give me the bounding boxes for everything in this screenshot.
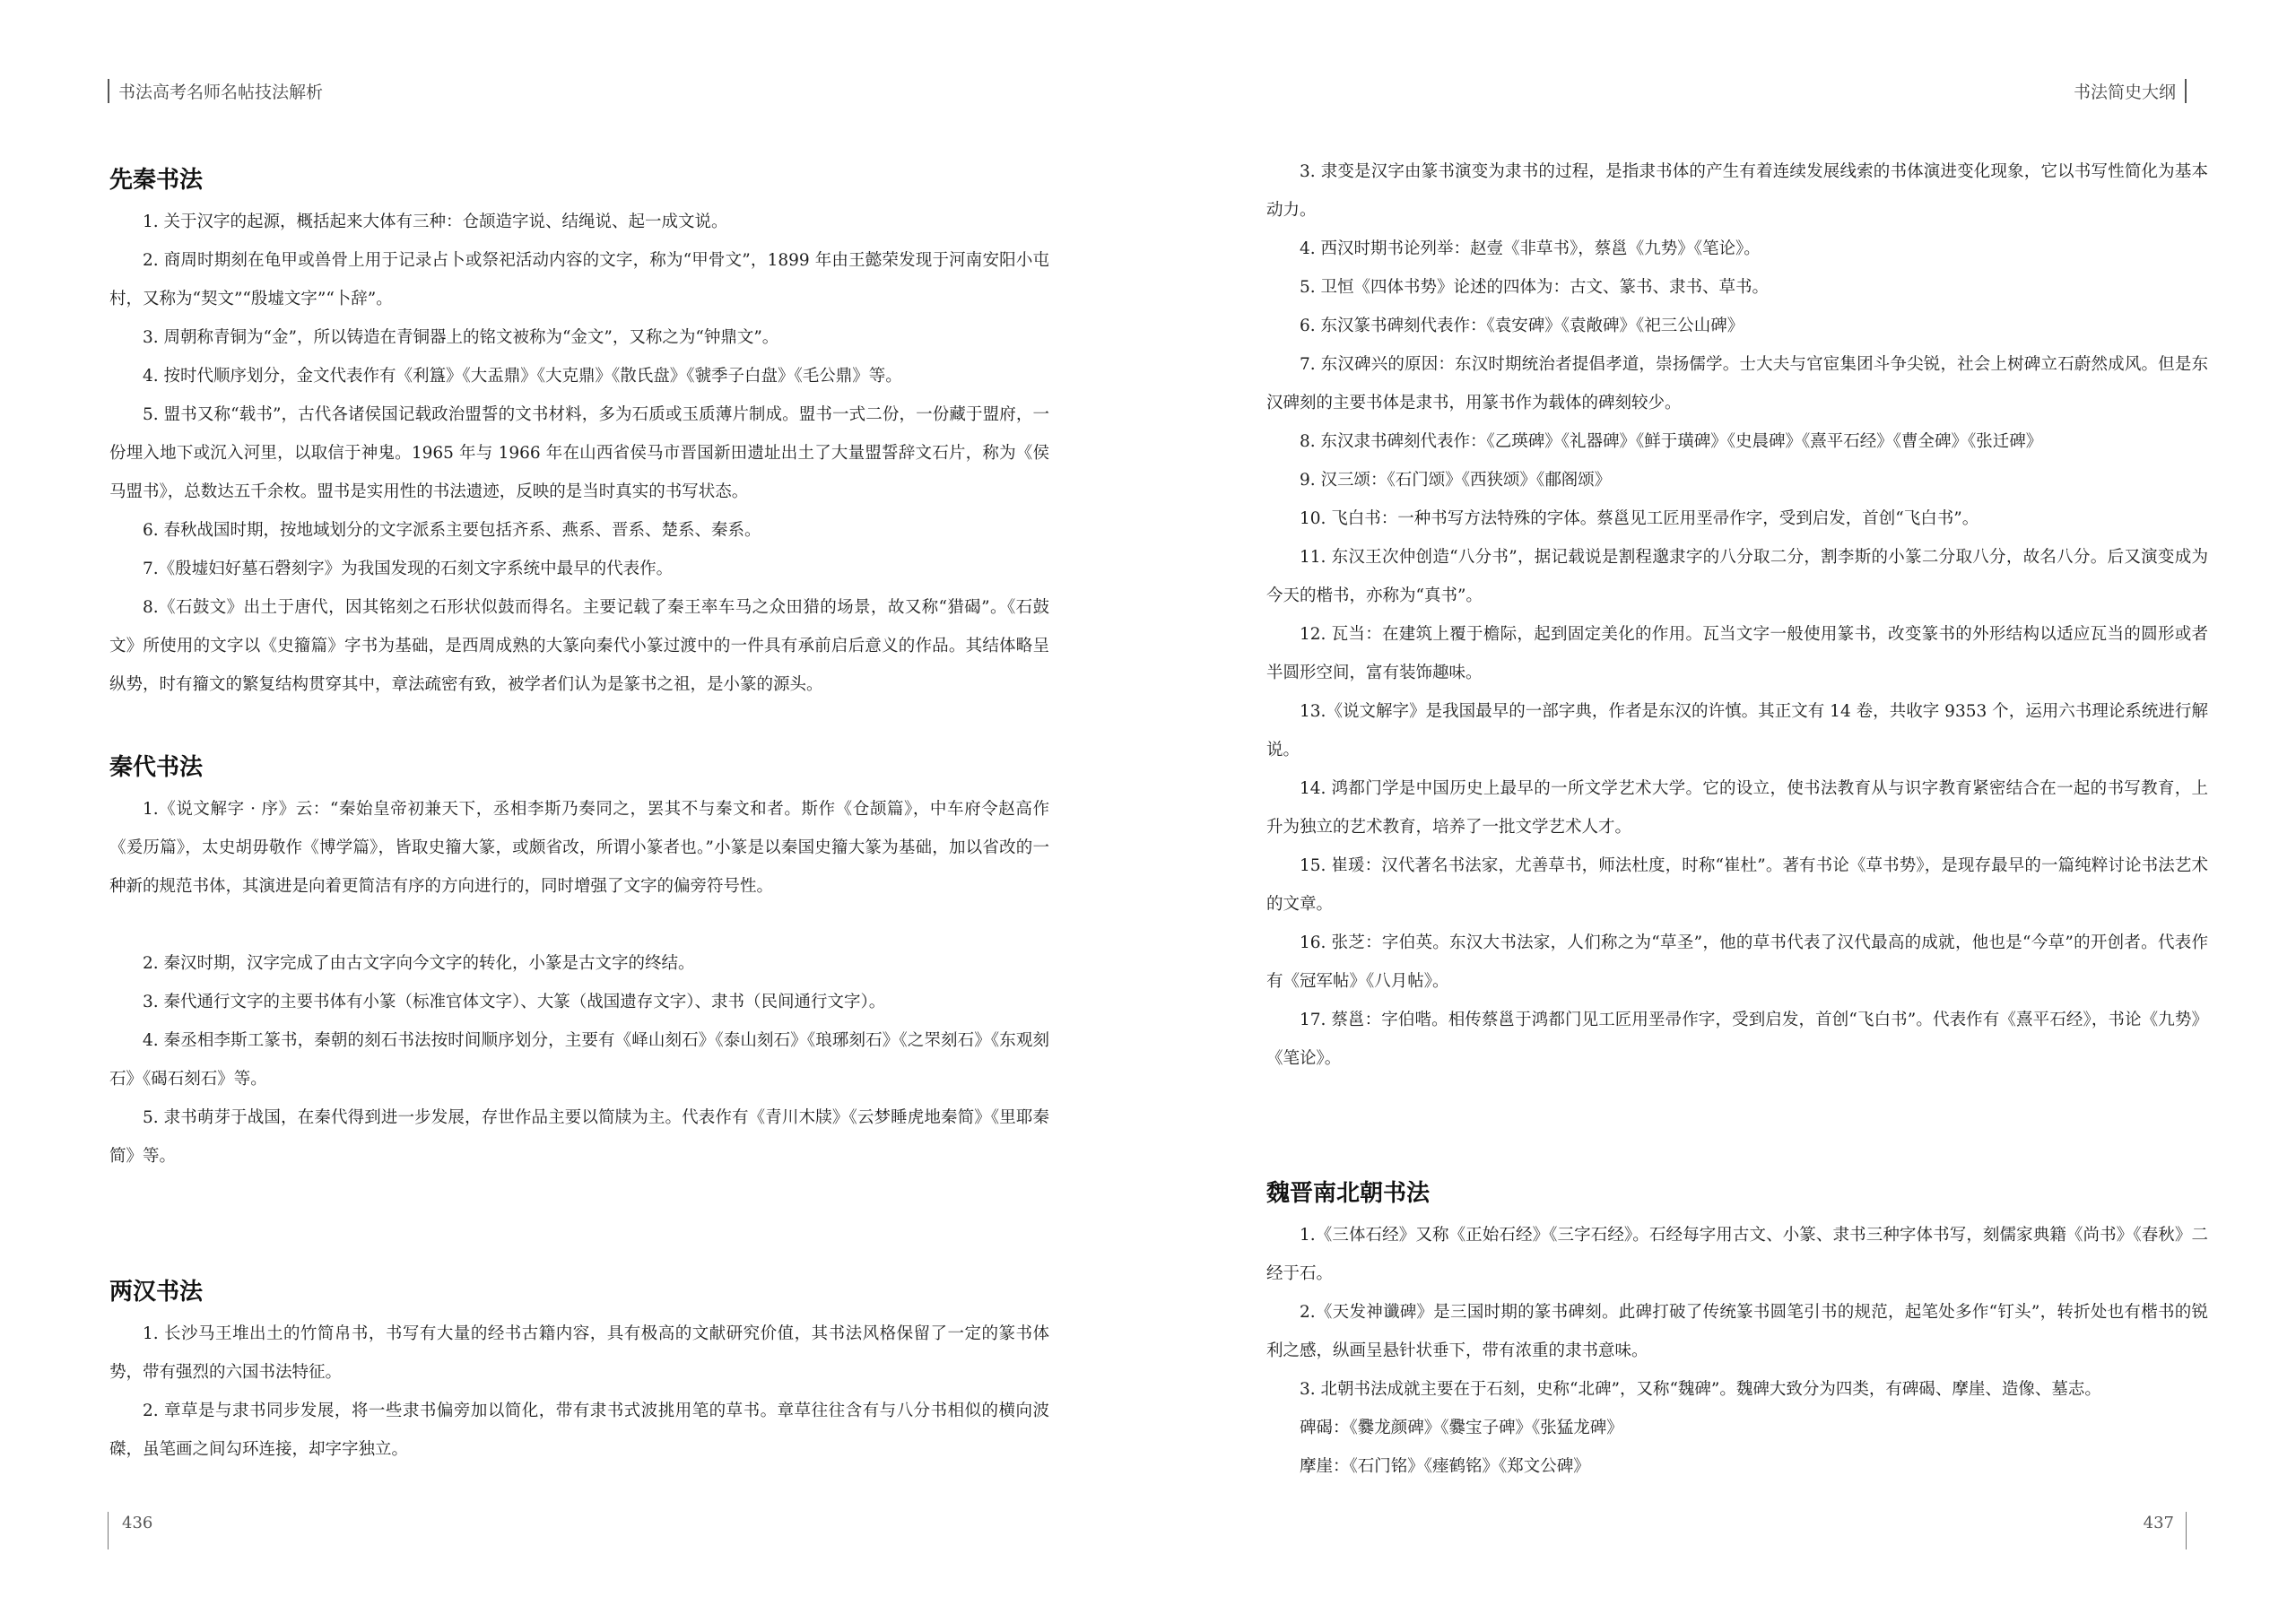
paragraph: 1.《三体石经》又称《正始石经》《三字石经》。石经每字用古文、小篆、隶书三种字体书写，刻儒家典籍《尚书》《春秋》二经于石。: [1266, 1226, 2208, 1283]
paragraph-line: 碑碣：《爨龙颜碑》《爨宝子碑》《张猛龙碑》: [1300, 1419, 1623, 1437]
paragraph: 1. 长沙马王堆出土的竹简帛书，书写有大量的经书古籍内容，具有极高的文献研究价值，其书法风格保留了一定的篆书体势，带有强烈的六国书法特征。: [109, 1324, 1049, 1382]
left-running-head: 书法高考名师名帖技法解析: [108, 79, 323, 103]
paragraph: 6. 春秋战国时期，按地域划分的文字派系主要包括齐系、燕系、晋系、楚系、秦系。: [143, 521, 761, 540]
right-page-number: 437: [2143, 1514, 2174, 1532]
section-title-lianghan: 两汉书法: [109, 1279, 204, 1306]
paragraph: 3. 北朝书法成就主要在于石刻，史称“北碑”，又称“魏碑”。魏碑大致分为四类，有碑碣、摩崖、造像、墓志。: [1300, 1380, 2101, 1399]
right-page: [1148, 0, 2296, 1623]
paragraph: 17. 蔡邕：字伯喈。相传蔡邕于鸿都门见工匠用垩帚作字，受到启发，首创“飞白书”。代表作有《熹平石经》，书论《九势》《笔论》。: [1266, 1011, 2208, 1068]
section-title-qin: 秦代书法: [109, 754, 204, 781]
paragraph: 4. 按时代顺序划分，金文代表作有《利簋》《大盂鼎》《大克鼎》《散氏盘》《虢季子白盘》《毛公鼎》等。: [143, 367, 902, 386]
paragraph: 5. 隶书萌芽于战国，在秦代得到进一步发展，存世作品主要以简牍为主。代表作有《青川木牍》《云梦睡虎地秦简》《里耶秦简》等。: [109, 1108, 1049, 1166]
paragraph: 9. 汉三颂：《石门颂》《西狭颂》《郙阁颂》: [1300, 471, 1612, 490]
paragraph: 8. 东汉隶书碑刻代表作：《乙瑛碑》《礼器碑》《鲜于璜碑》《史晨碑》《熹平石经》《曹全碑》《张迁碑》: [1300, 432, 2043, 451]
paragraph: 1. 关于汉字的起源，概括起来大体有三种：仓颉造字说、结绳说、起一成文说。: [143, 213, 728, 231]
paragraph: 7.《殷墟妇好墓石磬刻字》为我国发现的石刻文字系统中最早的代表作。: [143, 560, 674, 578]
folio-rule: [108, 1512, 109, 1549]
paragraph: 2.《天发神谶碑》是三国时期的篆书碑刻。此碑打破了传统篆书圆笔引书的规范，起笔处多作“钉头”，转折处也有楷书的锐利之感，纵画呈悬针状垂下，带有浓重的隶书意味。: [1266, 1303, 2208, 1360]
paragraph: 5. 盟书又称“载书”，古代各诸侯国记载政治盟誓的文书材料，多为石质或玉质薄片制成。盟书一式二份，一份藏于盟府，一份埋入地下或沉入河里，以取信于神鬼。1965 年与 1966 年在山西省侯马市晋国新田遗址出土了大量盟誓辞文石片，称为《侯马盟书》，总数达五千余枚。盟书是实用性的书法遗迹，反映的是当时真实的书写状态。: [109, 405, 1049, 501]
paragraph: 14. 鸿都门学是中国历史上最早的一所文学艺术大学。它的设立，使书法教育从与识字教育紧密结合在一起的书写教育，上升为独立的艺术教育，培养了一批文学艺术人才。: [1266, 779, 2208, 837]
paragraph: 3. 秦代通行文字的主要书体有小篆（标准官体文字）、大篆（战国遗存文字）、隶书（民间通行文字）。: [143, 993, 886, 1011]
paragraph: 2. 秦汉时期，汉字完成了由古文字向今文字的转化，小篆是古文字的终结。: [143, 954, 695, 973]
paragraph: 3. 周朝称青铜为“金”，所以铸造在青铜器上的铭文被称为“金文”，又称之为“钟鼎文”。: [143, 328, 779, 347]
paragraph: 4. 秦丞相李斯工篆书，秦朝的刻石书法按时间顺序划分，主要有《峄山刻石》《泰山刻石》《琅琊刻石》《之罘刻石》《东观刻石》《碣石刻石》等。: [109, 1031, 1049, 1089]
paragraph: 5. 卫恒《四体书势》论述的四体为：古文、篆书、隶书、草书。: [1300, 278, 1770, 297]
paragraph: 2. 商周时期刻在龟甲或兽骨上用于记录占卜或祭祀活动内容的文字，称为“甲骨文”，1899 年由王懿荣发现于河南安阳小屯村，又称为“契文”“殷墟文字”“卜辞”。: [109, 251, 1049, 308]
paragraph: 4. 西汉时期书论列举：赵壹《非草书》，蔡邕《九势》《笔论》。: [1300, 239, 1761, 258]
paragraph: 15. 崔瑗：汉代著名书法家，尤善草书，师法杜度，时称“崔杜”。著有书论《草书势》，是现存最早的一篇纯粹讨论书法艺术的文章。: [1266, 856, 2208, 914]
paragraph: 3. 隶变是汉字由篆书演变为隶书的过程，是指隶书体的产生有着连续发展线索的书体演进变化现象，它以书写性简化为基本动力。: [1266, 162, 2208, 220]
paragraph: 2. 章草是与隶书同步发展，将一些隶书偏旁加以简化，带有隶书式波挑用笔的草书。章草往往含有与八分书相似的横向波磔，虽笔画之间勾环连接，却字字独立。: [109, 1402, 1049, 1459]
section-title-weijin: 魏晋南北朝书法: [1266, 1180, 1431, 1207]
paragraph: 10. 飞白书：一种书写方法特殊的字体。蔡邕见工匠用垩帚作字，受到启发，首创“飞白书”。: [1300, 509, 1979, 528]
paragraph: 6. 东汉篆书碑刻代表作：《袁安碑》《袁敞碑》《祀三公山碑》: [1300, 317, 1744, 335]
paragraph: 7. 东汉碑兴的原因：东汉时期统治者提倡孝道，崇扬儒学。士大夫与官宦集团斗争尖锐，社会上树碑立石蔚然成风。但是东汉碑刻的主要书体是隶书，用篆书作为载体的碑刻较少。: [1266, 355, 2208, 412]
paragraph: 12. 瓦当：在建筑上覆于檐际，起到固定美化的作用。瓦当文字一般使用篆书，改变篆书的外形结构以适应瓦当的圆形或者半圆形空间，富有装饰趣味。: [1266, 625, 2208, 682]
section-title-xianqin: 先秦书法: [109, 167, 204, 194]
paragraph-line: 摩崖：《石门铭》《瘗鹤铭》《郑文公碑》: [1300, 1457, 1590, 1476]
paragraph: 16. 张芝：字伯英。东汉大书法家，人们称之为“草圣”，他的草书代表了汉代最高的成就，他也是“今草”的开创者。代表作有《冠军帖》《八月帖》。: [1266, 933, 2208, 991]
paragraph: 1.《说文解字 · 序》云：“秦始皇帝初兼天下，丞相李斯乃奏同之，罢其不与秦文和者。斯作《仓颉篇》，中车府令赵高作《爰历篇》，太史胡毋敬作《博学篇》，皆取史籀大篆，或颇省改，所谓小篆者也。”小篆是以秦国史籀大篆为基础，加以省改的一种新的规范书体，其演进是向着更简洁有序的方向进行的，同时增强了文字的偏旁符号性。: [109, 800, 1049, 896]
paragraph: 11. 东汉王次仲创造“八分书”，据记载说是割程邈隶字的八分取二分，割李斯的小篆二分取八分，故名八分。后又演变成为今天的楷书，亦称为“真书”。: [1266, 548, 2208, 605]
left-page-number: 436: [122, 1514, 153, 1532]
right-running-head: 书法简史大纲: [2074, 79, 2187, 103]
paragraph: 13.《说文解字》是我国最早的一部字典，作者是东汉的许慎。其正文有 14 卷，共收字 9353 个，运用六书理论系统进行解说。: [1266, 702, 2208, 759]
paragraph: 8.《石鼓文》出土于唐代，因其铭刻之石形状似鼓而得名。主要记载了秦王率车马之众田猎的场景，故又称“猎碣”。《石鼓文》所使用的文字以《史籀篇》字书为基础，是西周成熟的大篆向秦代小篆过渡中的一件具有承前启后意义的作品。其结体略呈纵势，时有籀文的繁复结构贯穿其中，章法疏密有致，被学者们认为是篆书之祖，是小篆的源头。: [109, 598, 1049, 694]
